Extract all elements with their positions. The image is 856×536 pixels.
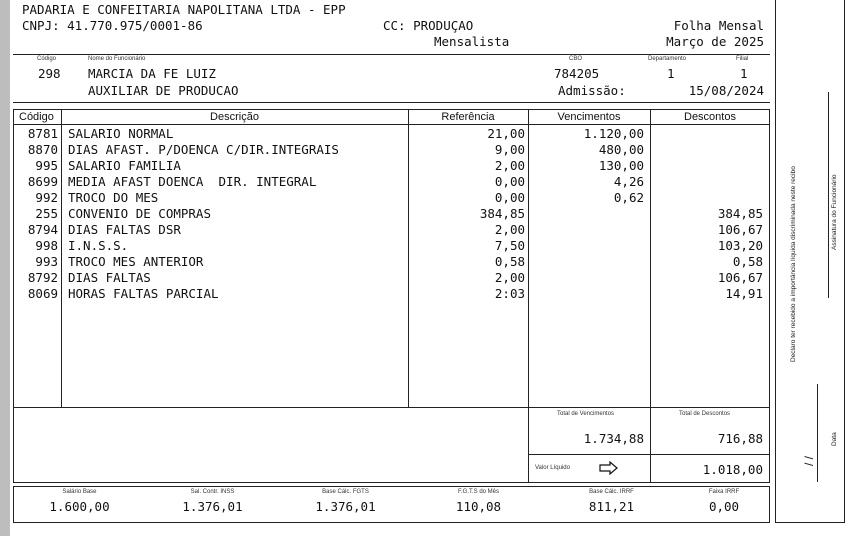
- net-label: Valor Líquido: [535, 465, 570, 471]
- footer-label: Faixa IRRF: [708, 489, 740, 495]
- employee-dept: 1: [667, 66, 675, 81]
- row-description: CONVENIO DE COMPRAS: [68, 206, 211, 221]
- row-description: TROCO DO MES: [68, 190, 159, 205]
- row-earnings: 4,26: [613, 174, 644, 189]
- col-header-reference: Referência: [441, 111, 495, 123]
- row-earnings: [530, 238, 644, 254]
- signature-line: [828, 92, 829, 298]
- row-code: 8794: [27, 222, 58, 237]
- row-description: DIAS AFAST. P/DOENCA C/DIR.INTEGRAIS: [68, 142, 339, 157]
- employee-code: 298: [38, 66, 61, 81]
- row-reference: 21,00: [487, 126, 525, 141]
- row-deductions: 103,20: [717, 238, 763, 253]
- net-value: 1.018,00: [702, 462, 763, 477]
- row-reference: 0,58: [494, 254, 525, 269]
- col-divider-2: [408, 109, 409, 407]
- row-code: 8870: [27, 142, 58, 157]
- row-reference: 7,50: [494, 238, 525, 253]
- declaration-text: Declaro ter recebido a importância líquida discriminada neste recibo: [790, 166, 797, 362]
- row-earnings: [530, 222, 644, 238]
- total-deductions-label: Total de Descontos: [679, 411, 731, 417]
- row-reference: 2,00: [494, 222, 525, 237]
- footer-label: Sal. Contr. INSS: [190, 489, 235, 495]
- row-code: 8792: [27, 270, 58, 285]
- row-code: 993: [35, 254, 58, 269]
- row-earnings: [530, 270, 644, 286]
- row-reference: 2,00: [494, 270, 525, 285]
- totals-divider: [13, 407, 770, 408]
- employee-name: MARCIA DA FE LUIZ: [88, 66, 216, 81]
- row-description: SALARIO NORMAL: [68, 126, 174, 141]
- row-earnings: 480,00: [598, 142, 644, 157]
- row-deductions: [652, 158, 763, 174]
- row-deductions: [652, 126, 763, 142]
- row-code: 998: [35, 238, 58, 253]
- footer-value: 811,21: [588, 499, 635, 514]
- footer-value: 110,08: [455, 499, 502, 514]
- row-earnings: [530, 254, 644, 270]
- row-deductions: 14,91: [725, 286, 763, 301]
- employee-type: Mensalista: [434, 34, 510, 49]
- row-code: 8069: [27, 286, 58, 301]
- row-description: DIAS FALTAS DSR: [68, 222, 181, 237]
- footer-value: 1.376,01: [182, 499, 243, 514]
- row-earnings: [530, 286, 644, 302]
- cost-center: CC: PRODUÇAO: [383, 18, 474, 33]
- row-earnings: 1.120,00: [583, 126, 644, 141]
- row-reference: 0,00: [494, 190, 525, 205]
- total-earnings-label: Total de Vencimentos: [557, 411, 615, 417]
- row-earnings: 0,62: [613, 190, 644, 205]
- row-code: 8699: [27, 174, 58, 189]
- row-code: 992: [35, 190, 58, 205]
- sheet-type: Folha Mensal: [673, 18, 764, 33]
- col-header-description: Descrição: [210, 111, 259, 123]
- row-description: I.N.S.S.: [68, 238, 129, 253]
- footer-value: 1.376,01: [315, 499, 376, 514]
- row-reference: 2:03: [494, 286, 525, 301]
- branch-label: Filial: [736, 56, 749, 62]
- col-divider-1: [61, 109, 62, 407]
- row-deductions: [652, 174, 763, 190]
- footer-value: 1.600,00: [49, 499, 110, 514]
- row-description: SALARIO FAMILIA: [68, 158, 181, 173]
- row-code: 255: [35, 206, 58, 221]
- footer-label: F.G.T.S do Mês: [457, 489, 499, 495]
- date-label: Data: [831, 432, 838, 446]
- employee-cbo: 784205: [554, 66, 600, 81]
- col-header-code: Código: [19, 111, 54, 123]
- row-deductions: [652, 142, 763, 158]
- row-code: 8781: [27, 126, 58, 141]
- footer-label: Base Cálc. IRRF: [589, 489, 634, 495]
- net-divider: [528, 454, 770, 455]
- total-deductions: 716,88: [717, 431, 763, 446]
- row-description: TROCO MES ANTERIOR: [68, 254, 204, 269]
- footer-value: 0,00: [708, 499, 740, 514]
- col-divider-3: [528, 109, 529, 483]
- row-description: MEDIA AFAST DOENCA DIR. INTEGRAL: [68, 174, 317, 189]
- col-header-earnings: Vencimentos: [557, 111, 621, 123]
- col-divider-4: [650, 109, 651, 483]
- arrow-right-icon: [599, 461, 619, 475]
- period: Março de 2025: [666, 34, 764, 49]
- col-header-deductions: Descontos: [684, 111, 736, 123]
- total-earnings: 1.734,88: [583, 431, 644, 446]
- row-earnings: [530, 206, 644, 222]
- signature-label: Assinatura do Funcionário: [831, 174, 838, 250]
- row-description: HORAS FALTAS PARCIAL: [68, 286, 219, 301]
- admission-date: 15/08/2024: [688, 83, 764, 98]
- date-line: [817, 384, 818, 482]
- admission-label: Admissão:: [558, 83, 626, 98]
- row-code: 995: [35, 158, 58, 173]
- header-divider: [13, 124, 770, 125]
- employee-role: AUXILIAR DE PRODUCAO: [88, 83, 239, 98]
- row-reference: 0,00: [494, 174, 525, 189]
- row-deductions: 384,85: [717, 206, 763, 221]
- row-deductions: 106,67: [717, 222, 763, 237]
- employee-branch: 1: [740, 66, 748, 81]
- row-reference: 384,85: [479, 206, 525, 221]
- footer-label: Salário Base: [62, 489, 97, 495]
- company-cnpj: CNPJ: 41.770.975/0001-86: [22, 18, 203, 33]
- row-description: DIAS FALTAS: [68, 270, 151, 285]
- code-label: Código: [37, 56, 57, 62]
- row-earnings: 130,00: [598, 158, 644, 173]
- cbo-label: CBO: [569, 56, 583, 62]
- left-edge: [0, 0, 10, 536]
- row-reference: 9,00: [494, 142, 525, 157]
- row-deductions: 106,67: [717, 270, 763, 285]
- row-reference: 2,00: [494, 158, 525, 173]
- company-name: PADARIA E CONFEITARIA NAPOLITANA LTDA - EPP: [22, 2, 346, 17]
- row-deductions: [652, 190, 763, 206]
- name-label: Nome do Funcionário: [88, 56, 146, 62]
- date-slashes: / /: [802, 455, 816, 466]
- row-deductions: 0,58: [732, 254, 763, 269]
- dept-label: Departamento: [648, 56, 687, 62]
- footer-label: Base Cálc. FGTS: [322, 489, 369, 495]
